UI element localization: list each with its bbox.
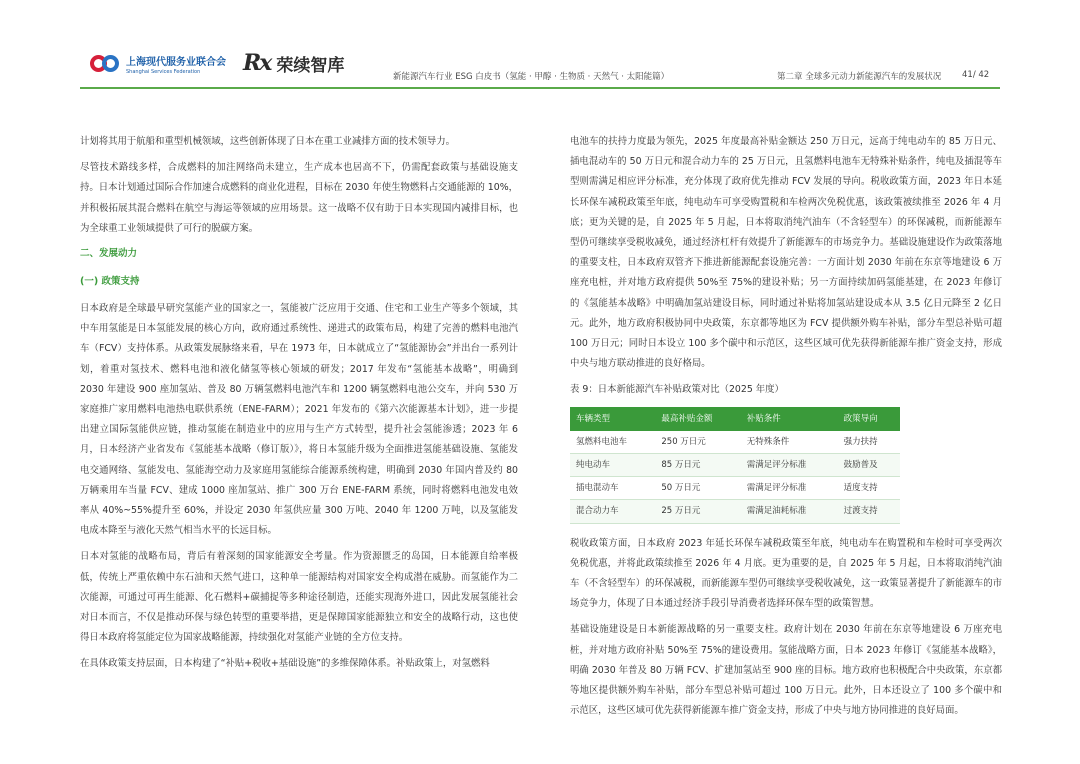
brand-mark-icon: Rx bbox=[243, 50, 271, 76]
table-header-row bbox=[570, 407, 900, 431]
table-caption: 表 9：日本新能源汽车补贴政策对比（2025 年度） bbox=[570, 384, 784, 396]
table-row bbox=[570, 454, 900, 477]
section-heading: 二、发展动力 bbox=[80, 248, 138, 260]
paragraph: 日本政府是全球最早研究氢能产业的国家之一，氢能被广泛应用于交通、住宅和工业生产等多个领域，其中车用氢能是日本氢能发展的核心方向，政府通过系统性、递进式的政策布局，构建了完善的燃料电池汽车（FCV）支持体系。从政策发展脉络来看，早在 1973 年，日本就成立了“氢能源协会”并出台一系列计划，着重对氢技术、燃料电池和液化储氢等核心领域的研发；2017 年发布“氢能基本战略”，明确到 2030 年建设 900 座加氢站、普及 80 万辆氢燃料电池汽车和 1200 辆氢燃料电池公交车，并向 530 万家庭推广家用燃料电池热电联供系统（ENE-FARM）；2021 年发布的《第六次能源基本计划》，进一步提出建立国际氢能供应链，推动氢能在制造业中的应用与生产方式转型，提升社会氢能渗透；2023 年 6 月，日本经济产业省发布《氢能基本战略（修订版）》，将日本氢能升级为全面推进氢能基础设施、氢能发电交通网络、氢能发电、氢能海空动力及家庭用氢能综合能源系统构建，明确到 2030 年国内普及约 80 万辆乘用车当量 FCV、建成 1000 座加氢站、推广 300 万台 ENE-FARM 系统，同时将燃料电池发电效率从 40%~55%提升至 60%，并设定 2030 年氢供应量 300 万吨、2040 年 1200 万吨，以及氢能发电成本降至与液化天然气相当水平的长远目标。 bbox=[80, 303, 518, 537]
table-cell: 鼓励普及 bbox=[838, 454, 900, 477]
table-cell: 适度支持 bbox=[838, 477, 900, 500]
page-header bbox=[0, 0, 1080, 95]
table-header-cell: 政策导向 bbox=[838, 407, 900, 431]
table-cell: 纯电动车 bbox=[570, 454, 655, 477]
paragraph: 在具体政策支持层面，日本构建了“补贴+税收+基础设施”的多维保障体系。补贴政策上，对氢燃料 bbox=[80, 658, 490, 670]
table-cell: 强力扶持 bbox=[838, 431, 900, 454]
table-header-cell: 车辆类型 bbox=[570, 407, 655, 431]
ssf-logo bbox=[90, 53, 226, 75]
paragraph: 日本对氢能的战略布局，背后有着深刻的国家能源安全考量。作为资源匮乏的岛国，日本能源自给率极低，传统上严重依赖中东石油和天然气进口，这种单一能源结构对国家安全构成潜在威胁。而氢能作为二次能源，可通过可再生能源、化石燃料+碳捕捉等多种途径制造，还能实现海外进口，因此发展氢能社会对日本而言，不仅是推动环保与绿色转型的重要举措，更是保障国家能源独立和安全的战略行动，这也使得日本政府将氢能定位为国家战略能源，持续强化对氢能产业链的全方位支持。 bbox=[80, 551, 518, 644]
document-title: 新能源汽车行业 ESG 白皮书（氢能 · 甲醇 · 生物质 · 天然气 · 太阳能篇） bbox=[393, 72, 670, 82]
ssf-name-en: Shanghai Services Federation bbox=[126, 69, 201, 75]
table-cell: 混合动力车 bbox=[570, 500, 655, 523]
table-cell: 插电混动车 bbox=[570, 477, 655, 500]
paragraph: 计划将其用于航船和重型机械领域，这些创新体现了日本在重工业减排方面的技术领导力。 bbox=[80, 136, 456, 147]
table-cell: 85 万日元 bbox=[655, 454, 740, 477]
brand-logo bbox=[243, 50, 344, 76]
table-row bbox=[570, 431, 900, 454]
table-row bbox=[570, 477, 900, 500]
paragraph: 税收政策方面，日本政府 2023 年延长环保车减税政策至年底，纯电动车在购置税和车检时可享受两次免税优惠，并将此政策续推至 2026 年 4 月底。更为重要的是，自 2025 年 5 月起，日本将取消纯汽油车（不含轻型车）的环保减税，而新能源车型仍可继续享受税收减免，这一政策显著提升了新能源车的市场竞争力，体现了日本通过经济手段引导消费者选择环保车型的政策智慧。 bbox=[570, 537, 1002, 610]
header-divider bbox=[80, 87, 1000, 89]
page-number: 41/ 42 bbox=[962, 70, 990, 80]
paragraph: 基础设施建设是日本新能源战略的另一重要支柱。政府计划在 2030 年前在东京等地建设 6 万座充电桩，并对地方政府补贴 50%至 75%的建设费用。氢能战略方面，日本 2023 年修订《氢能基本战略》，明确 2030 年普及 80 万辆 FCV、扩建加氢站至 900 座的目标。地方政府也积极配合中央政策，东京都等地区提供额外购车补贴，部分车型总补贴可超过 100 万日元。此外，日本还设立了 100 多个碳中和示范区，这些区域可优先获得新能源车推广资金支持，形成了中央与地方协同推进的良好局面。 bbox=[570, 624, 1002, 717]
table-header-cell: 最高补贴金额 bbox=[655, 407, 740, 431]
table-header-cell: 补贴条件 bbox=[741, 407, 838, 431]
brand-name: 荣续智库 bbox=[276, 55, 345, 76]
table-cell: 过渡支持 bbox=[838, 500, 900, 523]
table-row bbox=[570, 500, 900, 523]
paragraph: 电池车的扶持力度最为领先，2025 年度最高补贴金额达 250 万日元，远高于纯电动车的 85 万日元、插电混动车的 50 万日元和混合动力车的 25 万日元，且氢燃料电池车无特殊补贴条件，纯电及插混等车型则需满足相应评分标准，充分体现了政府优先推动 FCV 发展的导向。税收政策方面，2023 年日本延长环保车减税政策至年底，纯电动车可享受购置税和车检两次免税优惠，该政策被续推至 2026 年 4 月底；更为关键的是，自 2025 年 5 月起，日本将取消纯汽油车（不含轻型车）的环保减税，而新能源车型仍可继续享受税收减免，通过经济杠杆有效提升了新能源车的市场竞争力。基础设施建设作为政策落地的重要支柱，日本政府双管齐下推进新能源配套设施完善：一方面计划 2030 年前在东京等地建设 6 万座充电桩，并对地方政府提供 50%至 75%的建设补贴；另一方面持续加码氢能基建，在 2023 年修订的《氢能基本战略》中明确加氢站建设目标，同时通过补贴将加氢站建设成本从 3.5 亿日元降至 2 亿日元。此外，地方政府积极协同中央政策，东京都等地区为 FCV 提供额外购车补贴，部分车型总补贴可超 100 万日元；同时日本设立 100 多个碳中和示范区，这些区域可优先获得新能源车推广资金支持，形成中央与地方联动推进的良好格局。 bbox=[570, 136, 1002, 370]
table-cell: 氢燃料电池车 bbox=[570, 431, 655, 454]
table-cell: 250 万日元 bbox=[655, 431, 740, 454]
right-column bbox=[570, 132, 1002, 727]
subsection-heading: (一) 政策支持 bbox=[80, 276, 140, 288]
paragraph: 尽管技术路线多样，合成燃料的加注网络尚未建立，生产成本也居高不下，仍需配套政策与基础设施支持。日本计划通过国际合作加速合成燃料的商业化进程，目标在 2030 年使生物燃料占交通能源的 10%，并积极拓展其混合燃料在航空与海运等领域的应用场景。这一战略不仅有助于日本实现国内减排目标，也为全球重工业领域提供了可行的脱碳方案。 bbox=[80, 162, 519, 234]
table-cell: 需满足评分标准 bbox=[741, 477, 838, 500]
table-cell: 需满足评分标准 bbox=[741, 454, 838, 477]
chapter-title: 第二章 全球多元动力新能源汽车的发展状况 bbox=[777, 72, 942, 82]
table-cell: 需满足油耗标准 bbox=[741, 500, 838, 523]
ssf-name-cn: 上海现代服务业联合会 bbox=[126, 57, 226, 68]
table-cell: 50 万日元 bbox=[655, 477, 740, 500]
table-cell: 无特殊条件 bbox=[741, 431, 838, 454]
left-column bbox=[80, 132, 518, 681]
ssf-logo-icon bbox=[90, 53, 120, 75]
subsidy-table bbox=[570, 407, 900, 524]
table-cell: 25 万日元 bbox=[655, 500, 740, 523]
